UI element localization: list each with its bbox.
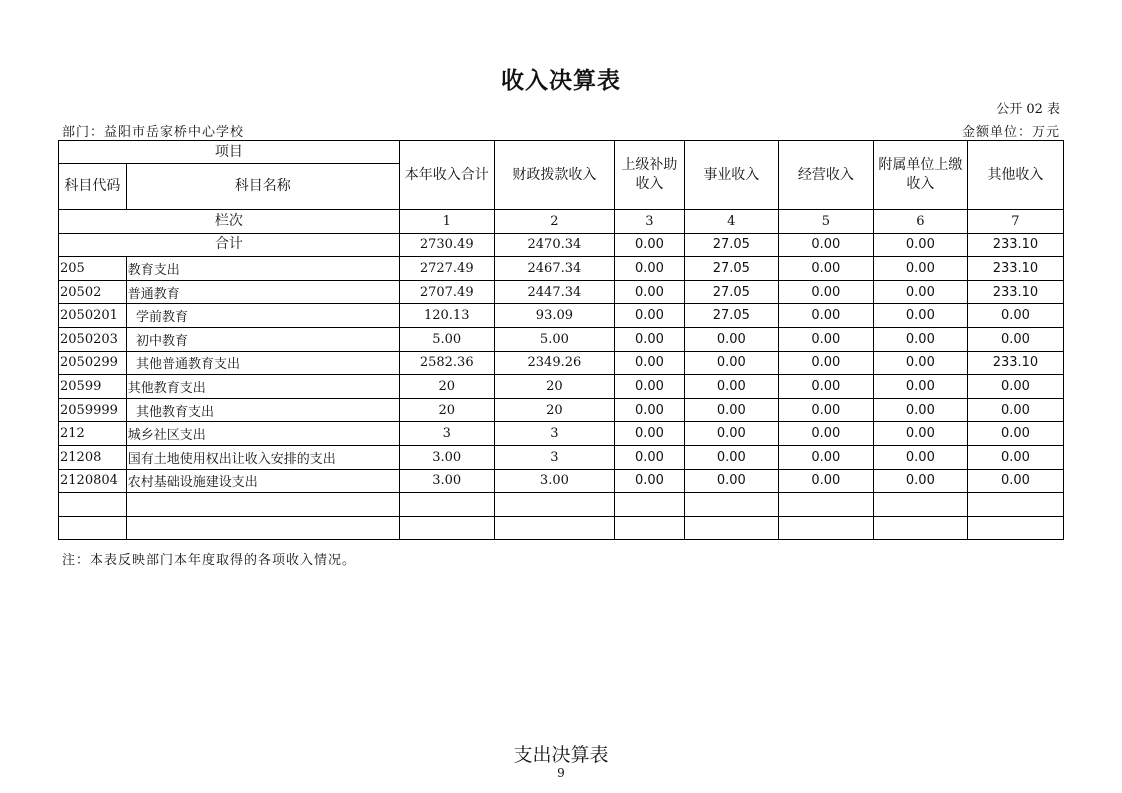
table-note: 注：本表反映部门本年度取得的各项收入情况。 xyxy=(62,553,357,568)
subject-name: 城乡社区支出 xyxy=(126,422,399,446)
subject-name: 其他普通教育支出 xyxy=(126,351,399,375)
header-fiscal: 财政拨款收入 xyxy=(494,141,614,210)
header-item: 项目 xyxy=(59,141,400,164)
table-row xyxy=(59,398,1064,422)
amount-cell: 0.00 xyxy=(684,398,778,422)
subject-code: 2050201 xyxy=(59,304,127,328)
header-total: 本年收入合计 xyxy=(399,141,494,210)
amount-cell: 0.00 xyxy=(778,327,873,351)
amount-cell: 0.00 xyxy=(778,445,873,469)
amount-cell: 27.05 xyxy=(684,304,778,328)
amount-cell: 0.00 xyxy=(873,422,967,446)
subject-code: 205 xyxy=(59,257,127,281)
total-cell: 0.00 xyxy=(615,233,685,257)
total-cell: 2730.49 xyxy=(399,233,494,257)
subject-name: 初中教育 xyxy=(126,327,399,351)
subject-name: 农村基础设施建设支出 xyxy=(126,469,399,493)
header-name: 科目名称 xyxy=(126,164,399,210)
empty-cell xyxy=(684,516,778,540)
amount-cell: 20 xyxy=(399,375,494,399)
amount-cell: 0.00 xyxy=(684,375,778,399)
column-index-cell: 3 xyxy=(615,210,685,234)
empty-cell xyxy=(967,516,1063,540)
total-label: 合计 xyxy=(59,233,400,257)
empty-cell xyxy=(494,493,614,517)
amount-cell: 0.00 xyxy=(873,304,967,328)
subject-code: 21208 xyxy=(59,445,127,469)
subject-code: 20599 xyxy=(59,375,127,399)
amount-cell: 0.00 xyxy=(873,469,967,493)
amount-cell: 0.00 xyxy=(615,327,685,351)
amount-cell: 233.10 xyxy=(967,280,1063,304)
amount-cell: 0.00 xyxy=(873,398,967,422)
header-business: 事业收入 xyxy=(684,141,778,210)
amount-cell: 0.00 xyxy=(778,280,873,304)
empty-cell xyxy=(399,493,494,517)
subject-name: 国有土地使用权出让收入安排的支出 xyxy=(126,445,399,469)
amount-cell: 93.09 xyxy=(494,304,614,328)
amount-cell: 0.00 xyxy=(615,398,685,422)
subject-name: 其他教育支出 xyxy=(126,398,399,422)
amount-cell: 3.00 xyxy=(399,445,494,469)
amount-cell: 0.00 xyxy=(615,304,685,328)
empty-cell xyxy=(126,516,399,540)
amount-cell: 0.00 xyxy=(778,351,873,375)
amount-cell: 2727.49 xyxy=(399,257,494,281)
amount-cell: 0.00 xyxy=(778,304,873,328)
amount-cell: 3 xyxy=(494,445,614,469)
amount-cell: 233.10 xyxy=(967,351,1063,375)
table-row xyxy=(59,375,1064,399)
amount-cell: 5.00 xyxy=(494,327,614,351)
amount-cell: 27.05 xyxy=(684,257,778,281)
amount-cell: 0.00 xyxy=(615,445,685,469)
empty-cell xyxy=(59,493,127,517)
amount-cell: 3.00 xyxy=(399,469,494,493)
amount-cell: 0.00 xyxy=(684,422,778,446)
amount-cell: 0.00 xyxy=(778,422,873,446)
income-table xyxy=(58,140,1064,540)
total-cell: 27.05 xyxy=(684,233,778,257)
amount-cell: 0.00 xyxy=(615,351,685,375)
amount-cell: 0.00 xyxy=(778,257,873,281)
amount-cell: 5.00 xyxy=(399,327,494,351)
header-operating: 经营收入 xyxy=(778,141,873,210)
empty-cell xyxy=(778,516,873,540)
total-cell: 0.00 xyxy=(873,233,967,257)
form-number: 公开 02 表 xyxy=(996,102,1060,117)
total-cell: 2470.34 xyxy=(494,233,614,257)
amount-cell: 2467.34 xyxy=(494,257,614,281)
empty-cell xyxy=(615,493,685,517)
empty-row xyxy=(59,516,1064,540)
subject-code: 212 xyxy=(59,422,127,446)
amount-unit-label: 金额单位：万元 xyxy=(961,125,1060,140)
subject-code: 20502 xyxy=(59,280,127,304)
subject-name: 学前教育 xyxy=(126,304,399,328)
header-row-1 xyxy=(59,141,1064,164)
amount-cell: 2582.36 xyxy=(399,351,494,375)
amount-cell: 0.00 xyxy=(684,351,778,375)
amount-cell: 0.00 xyxy=(873,375,967,399)
amount-cell: 0.00 xyxy=(778,398,873,422)
amount-cell: 0.00 xyxy=(967,469,1063,493)
amount-cell: 20 xyxy=(494,398,614,422)
document-title: 收入决算表 xyxy=(501,68,621,94)
amount-cell: 0.00 xyxy=(684,469,778,493)
amount-cell: 0.00 xyxy=(615,469,685,493)
department-label: 部门：益阳市岳家桥中心学校 xyxy=(62,125,245,140)
amount-cell: 2447.34 xyxy=(494,280,614,304)
amount-cell: 0.00 xyxy=(873,445,967,469)
table-row xyxy=(59,280,1064,304)
page-number: 9 xyxy=(557,766,565,780)
amount-cell: 0.00 xyxy=(615,375,685,399)
empty-cell xyxy=(615,516,685,540)
amount-cell: 3.00 xyxy=(494,469,614,493)
empty-cell xyxy=(967,493,1063,517)
subject-name: 其他教育支出 xyxy=(126,375,399,399)
amount-cell: 0.00 xyxy=(684,445,778,469)
amount-cell: 0.00 xyxy=(967,375,1063,399)
amount-cell: 0.00 xyxy=(615,257,685,281)
amount-cell: 27.05 xyxy=(684,280,778,304)
table-row xyxy=(59,469,1064,493)
footer-title: 支出决算表 xyxy=(513,744,609,766)
header-superior: 上级补助收入 xyxy=(615,141,685,210)
amount-cell: 3 xyxy=(494,422,614,446)
amount-cell: 0.00 xyxy=(684,327,778,351)
amount-cell: 0.00 xyxy=(615,422,685,446)
subject-code: 2050299 xyxy=(59,351,127,375)
amount-cell: 0.00 xyxy=(967,327,1063,351)
empty-cell xyxy=(684,493,778,517)
empty-cell xyxy=(59,516,127,540)
column-index-row xyxy=(59,210,1064,234)
amount-cell: 0.00 xyxy=(778,469,873,493)
column-index-cell: 1 xyxy=(399,210,494,234)
column-index-cell: 4 xyxy=(684,210,778,234)
amount-cell: 233.10 xyxy=(967,257,1063,281)
amount-cell: 0.00 xyxy=(873,327,967,351)
table-row xyxy=(59,351,1064,375)
column-index-cell: 5 xyxy=(778,210,873,234)
empty-cell xyxy=(873,516,967,540)
empty-row xyxy=(59,493,1064,517)
amount-cell: 0.00 xyxy=(873,280,967,304)
total-cell: 0.00 xyxy=(778,233,873,257)
amount-cell: 20 xyxy=(494,375,614,399)
header-other: 其他收入 xyxy=(967,141,1063,210)
amount-cell: 2707.49 xyxy=(399,280,494,304)
subject-name: 普通教育 xyxy=(126,280,399,304)
column-index-label: 栏次 xyxy=(59,210,400,234)
empty-cell xyxy=(126,493,399,517)
amount-cell: 0.00 xyxy=(967,304,1063,328)
total-cell: 233.10 xyxy=(967,233,1063,257)
table-row xyxy=(59,422,1064,446)
header-affiliated: 附属单位上缴收入 xyxy=(873,141,967,210)
table-row xyxy=(59,257,1064,281)
table-row xyxy=(59,327,1064,351)
amount-cell: 0.00 xyxy=(967,422,1063,446)
subject-code: 2059999 xyxy=(59,398,127,422)
column-index-cell: 7 xyxy=(967,210,1063,234)
amount-cell: 2349.26 xyxy=(494,351,614,375)
header-code: 科目代码 xyxy=(59,164,127,210)
amount-cell: 20 xyxy=(399,398,494,422)
column-index-cell: 6 xyxy=(873,210,967,234)
empty-cell xyxy=(873,493,967,517)
amount-cell: 0.00 xyxy=(873,351,967,375)
table-row xyxy=(59,304,1064,328)
amount-cell: 3 xyxy=(399,422,494,446)
amount-cell: 120.13 xyxy=(399,304,494,328)
subject-name: 教育支出 xyxy=(126,257,399,281)
amount-cell: 0.00 xyxy=(778,375,873,399)
subject-code: 2050203 xyxy=(59,327,127,351)
total-row xyxy=(59,233,1064,257)
subject-code: 2120804 xyxy=(59,469,127,493)
amount-cell: 0.00 xyxy=(967,398,1063,422)
column-index-cell: 2 xyxy=(494,210,614,234)
empty-cell xyxy=(494,516,614,540)
amount-cell: 0.00 xyxy=(967,445,1063,469)
empty-cell xyxy=(399,516,494,540)
amount-cell: 0.00 xyxy=(873,257,967,281)
table-row xyxy=(59,445,1064,469)
amount-cell: 0.00 xyxy=(615,280,685,304)
empty-cell xyxy=(778,493,873,517)
